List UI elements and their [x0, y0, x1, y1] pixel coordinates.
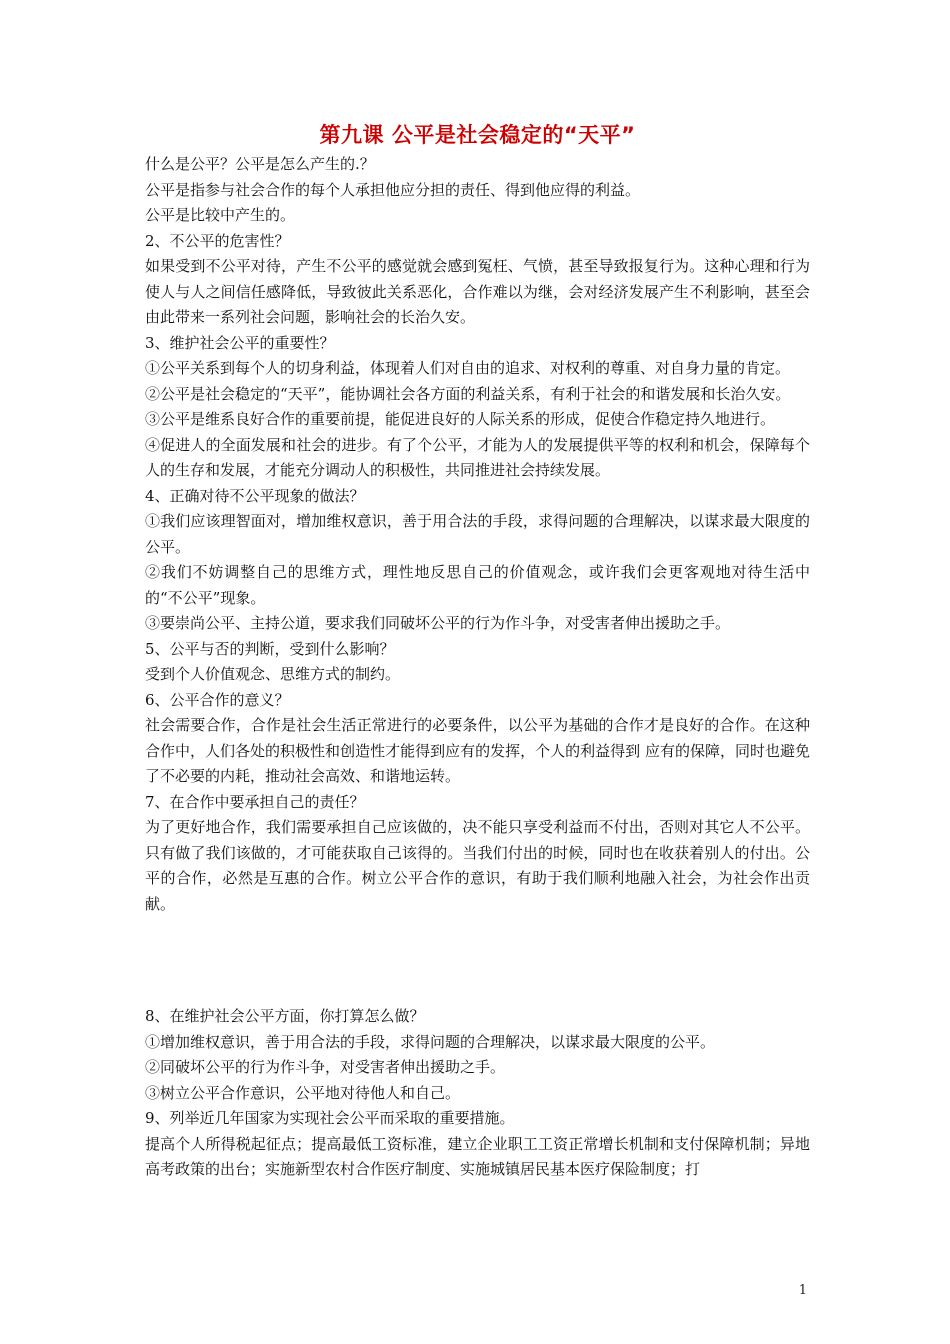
page-number: 1 [798, 1283, 807, 1298]
list-item: ②公平是社会稳定的“天平”，能协调社会各方面的利益关系，有利于社会的和谐发展和长治久安。 [145, 384, 791, 403]
blank-space [145, 917, 810, 1004]
list-item: ③要崇尚公平、主持公道，要求我们同破坏公平的行为作斗争，对受害者伸出援助之手。 [145, 614, 731, 632]
section-lower [145, 1004, 810, 1183]
list-item: ①我们应该理智面对，增加维权意识，善于用合法的手段，求得问题的合理解决，以谋求最大限度的公平。 [145, 512, 810, 556]
list-item: ①增加维权意识，善于用合法的手段，求得问题的合理解决，以谋求最大限度的公平。 [145, 1032, 716, 1051]
question-heading: 6、公平合作的意义？ [145, 690, 290, 709]
list-item: ②我们不妨调整自己的思维方式，理性地反思自己的价值观念，或许我们会更客观地对待生活中的“不公平”现象。 [145, 563, 810, 607]
section-upper [145, 152, 810, 917]
question-heading: 9、列举近几年国家为实现社会公平而采取的重要措施。 [145, 1109, 515, 1127]
text-paragraph: 社会需要合作，合作是社会生活正常进行的必要条件，以公平为基础的合作才是良好的合作。在这种合作中，人们各处的积极性和创造性才能得到应有的发挥，个人的利益得到 应有的保障，同时也避免了不必要的内耗，推动社会高效、和谐地运转。 [145, 716, 810, 785]
document-page [145, 120, 810, 1183]
text-line: 什么是公平？公平是怎么产生的.？ [145, 155, 375, 173]
list-item: ②同破坏公平的行为作斗争，对受害者伸出援助之手。 [145, 1058, 506, 1076]
list-item: ①公平关系到每个人的切身利益，体现着人们对自由的追求、对权利的尊重、对自身力量的肯定。 [145, 359, 791, 377]
question-heading: 2、不公平的危害性？ [145, 231, 290, 250]
question-heading: 8、在维护社会公平方面，你打算怎么做？ [145, 1007, 425, 1025]
text-paragraph: 为了更好地合作，我们需要承担自己应该做的，决不能只享受利益而不付出，否则对其它人不公平。只有做了我们该做的，才可能获取自己该得的。当我们付出的时候，同时也在收获着别人的付出。公平的合作，必然是互惠的合作。树立公平合作的意识，有助于我们顺利地融入社会，为社会作出贡献。 [145, 818, 810, 913]
list-item: ④促进人的全面发展和社会的进步。有了个公平，才能为人的发展提供平等的权利和机会，保障每个人的生存和发展，才能充分调动人的积极性，共同推进社会持续发展。 [145, 435, 810, 479]
text-paragraph: 提高个人所得税起征点；提高最低工资标准，建立企业职工工资正常增长机制和支付保障机制；异地高考政策的出台；实施新型农村合作医疗制度、实施城镇居民基本医疗保险制度；打 [145, 1134, 810, 1178]
question-heading: 7、在合作中要承担自己的责任？ [145, 792, 365, 811]
text-line: 公平是指参与社会合作的每个人承担他应分担的责任、得到他应得的利益。 [145, 180, 641, 199]
list-item: ③公平是维系良好合作的重要前提，能促进良好的人际关系的形成，促使合作稳定持久地进行。 [145, 410, 776, 428]
page-title: 第九课 公平是社会稳定的“天平” [319, 123, 636, 147]
question-heading: 4、正确对待不公平现象的做法？ [145, 486, 365, 505]
text-line: 受到个人价值观念、思维方式的制约。 [145, 665, 401, 683]
list-item: ③树立公平合作意识，公平地对待他人和自己。 [145, 1083, 461, 1102]
text-paragraph: 如果受到不公平对待，产生不公平的感觉就会感到冤枉、气愤，甚至导致报复行为。这种心理和行为使人与人之间信任感降低，导致彼此关系恶化，合作难以为继，会对经济发展产生不利影响，甚至会由此带来一系列社会问题，影响社会的长治久安。 [145, 257, 810, 326]
question-heading: 3、维护社会公平的重要性？ [145, 333, 335, 352]
text-line: 公平是比较中产生的。 [145, 206, 296, 224]
question-heading: 5、公平与否的判断，受到什么影响？ [145, 639, 395, 658]
